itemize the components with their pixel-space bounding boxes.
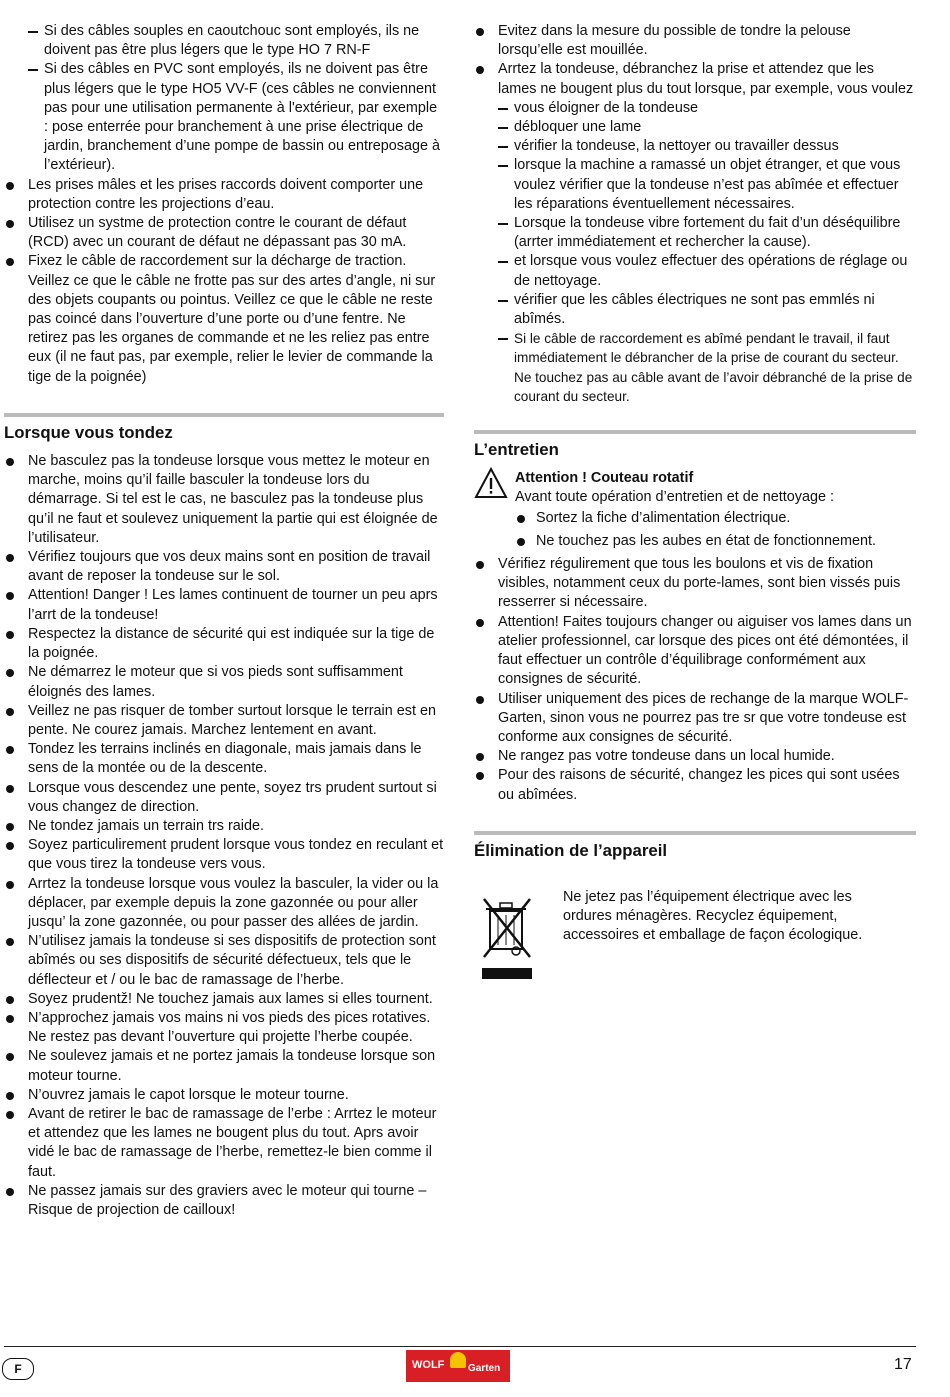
- bullet-icon: [6, 182, 14, 190]
- bullet-icon: [6, 746, 14, 754]
- brand-logo: [406, 1350, 510, 1382]
- bullet-icon: [6, 220, 14, 228]
- bullet-icon: [6, 669, 14, 677]
- list-item: Soyez particulirement prudent lorsque vous tondez en reculant et que vous tirez la tondeuse vers vous.: [4, 836, 444, 874]
- list-item: Si le câble de raccordement es abîmé pendant le travail, il faut immédiatement le débrancher de la prise de courant du secteur. Ne touchez pas au câble avant de l’avoir débranché de la prise de courant du secteur.: [474, 329, 916, 406]
- section-divider: [474, 430, 916, 434]
- list-item: Ne rangez pas votre tondeuse dans un local humide.: [474, 747, 916, 766]
- bullet-icon: [476, 619, 484, 627]
- crossed-bin-icon: [480, 895, 534, 981]
- bullet-icon: [6, 1092, 14, 1100]
- list-item: vous éloigner de la tondeuse: [474, 99, 916, 118]
- bullet-icon: [476, 28, 484, 36]
- list-item: Les prises mâles et les prises raccords doivent comporter une protection contre les projections d’eau.: [4, 176, 444, 214]
- section-title-maintenance: L’entretien: [474, 440, 559, 460]
- bullet-icon: [6, 938, 14, 946]
- bullet-icon: [6, 554, 14, 562]
- bullet-icon: [6, 631, 14, 639]
- warning-block: [474, 469, 916, 551]
- list-item: Utilisez un systme de protection contre le courant de défaut (RCD) avec un courant de défaut ne dépassant pas 30 mA.: [4, 214, 444, 252]
- list-item: Vérifiez régulirement que tous les boulons et vis de fixation visibles, notamment ceux du porte-lames, sont bien vissés puis resserrer si nécessaire.: [474, 555, 916, 613]
- list-item: Ne démarrez le moteur que si vos pieds sont suffisamment éloignés des lames.: [4, 663, 444, 701]
- warning-triangle-icon: [474, 467, 508, 499]
- list-item: Utiliser uniquement des pices de rechange de la marque WOLF-Garten, sinon vous ne pourrez pas tre sr que votre tondeuse est conforme aux consignes de sécurité.: [474, 690, 916, 748]
- list-item: Ne touchez pas les aubes en état de fonctionnement.: [515, 532, 916, 551]
- list-item: Attention! Faites toujours changer ou aiguiser vos lames dans un atelier professionnel, car lorsque des pices ont été démontées, il faut effectuer un contrôle d’équilibrage conformément aux consignes de sécurité.: [474, 613, 916, 690]
- list-item: Respectez la distance de sécurité qui est indiquée sur la tige de la poignée.: [4, 625, 444, 663]
- list-item: Sortez la fiche d’alimentation électrique.: [515, 509, 916, 528]
- bullet-icon: [6, 592, 14, 600]
- bullet-icon: [6, 458, 14, 466]
- section-divider: [4, 413, 444, 417]
- bullet-icon: [476, 561, 484, 569]
- bullet-icon: [6, 881, 14, 889]
- bullet-icon: [476, 753, 484, 761]
- list-item: Ne passez jamais sur des graviers avec le moteur qui tourne – Risque de projection de cailloux!: [4, 1182, 444, 1220]
- list-item: Pour des raisons de sécurité, changez les pices qui sont usées ou abîmées.: [474, 766, 916, 804]
- logo-wolf-text: WOLF: [412, 1359, 445, 1371]
- bullet-icon: [6, 996, 14, 1004]
- list-item: N’approchez jamais vos mains ni vos pieds des pices rotatives. Ne restez pas devant l’ouverture qui projette l’herbe coupée.: [4, 1009, 444, 1047]
- list-item: Fixez le câble de raccordement sur la décharge de traction. Veillez ce que le câble ne frotte pas sur des artes d’angle, ni sur des objets coupants ou pointus. Veillez ce que le câble ne reste pas coincé dans l’ouverture d’une porte ou d’une fentre. Ne retirez pas les organes de commande et ne les reliez pas entre eux (il ne faut pas, par exemple, relier le levier de commande la tige de la poignée): [4, 252, 444, 386]
- list-item: Arrtez la tondeuse, débranchez la prise et attendez que les lames ne bougent plus du tout lorsque, par exemple, vous voulez: [474, 60, 916, 98]
- bullet-icon: [6, 258, 14, 266]
- list-item: vérifier la tondeuse, la nettoyer ou travailler dessus: [474, 137, 916, 156]
- bullet-icon: [6, 823, 14, 831]
- list-item: et lorsque vous voulez effectuer des opérations de réglage ou de nettoyage.: [474, 252, 916, 290]
- fox-icon: [450, 1352, 466, 1368]
- footer-divider: [4, 1346, 916, 1347]
- list-item: Avant de retirer le bac de ramassage de l’erbe : Arrtez le moteur et attendez que les lames ne bougent plus du tout. Aprs avoir vidé le bac de ramassage de l’herbe, remettez-le bien comme il faut.: [4, 1105, 444, 1182]
- bullet-icon: [476, 696, 484, 704]
- list-item: Ne basculez pas la tondeuse lorsque vous mettez le moteur en marche, moins qu’il faille basculer la tondeuse lors du démarrage. Si tel est le cas, ne basculez pas la tondeuse plus qu’il ne faut et soulevez uniquement la partie qui est éloignée de l’utilisateur.: [4, 452, 444, 548]
- list-item: Vérifiez toujours que vos deux mains sont en position de travail avant de reposer la tondeuse sur le sol.: [4, 548, 444, 586]
- list-item: Ne soulevez jamais et ne portez jamais la tondeuse lorsque son moteur tourne.: [4, 1047, 444, 1085]
- bullet-icon: [6, 708, 14, 716]
- language-badge: F: [2, 1358, 34, 1380]
- left-column: [4, 22, 444, 1220]
- bullet-icon: [517, 538, 525, 546]
- list-item: Si des câbles en PVC sont employés, ils ne doivent pas être plus légers que le type HO5 VV-F (ces câbles ne conviennent pas pour une utilisation permanente à l'extérieur, par exemple : pose enterrée pour branchement à une prise électrique de jardin, branchement d’une pompe de bassin ou entreposage à l’extérieur).: [4, 60, 444, 175]
- bullet-icon: [6, 1188, 14, 1196]
- list-item: Ne tondez jamais un terrain trs raide.: [4, 817, 444, 836]
- section-divider: [474, 831, 916, 835]
- bullet-icon: [476, 772, 484, 780]
- list-item: lorsque la machine a ramassé un objet étranger, et que vous voulez vérifier que la tondeuse n’est pas abîmée et effectuer les réparations éventuellement nécessaires.: [474, 156, 916, 214]
- logo-garten-text: Garten: [468, 1363, 501, 1374]
- bullet-icon: [6, 1015, 14, 1023]
- page-number: 17: [894, 1356, 912, 1373]
- list-item: Attention! Danger ! Les lames continuent de tourner un peu aprs l’arrt de la tondeuse!: [4, 586, 444, 624]
- section-title-mowing: Lorsque vous tondez: [4, 422, 173, 442]
- bullet-icon: [6, 1111, 14, 1119]
- list-item: Si des câbles souples en caoutchouc sont employés, ils ne doivent pas être plus légers que le type HO 7 RN-F: [4, 22, 444, 60]
- bullet-icon: [6, 842, 14, 850]
- disposal-text: Ne jetez pas l’équipement électrique avec les ordures ménagères. Recyclez équipement, accessoires et emballage de façon écologique.: [563, 889, 863, 944]
- warning-text: Avant toute opération d’entretien et de nettoyage :: [515, 489, 834, 506]
- list-item: N’ouvrez jamais le capot lorsque le moteur tourne.: [4, 1086, 444, 1105]
- list-item: débloquer une lame: [474, 118, 916, 137]
- list-item: Soyez prudentž! Ne touchez jamais aux lames si elles tournent.: [4, 990, 444, 1009]
- list-item: Arrtez la tondeuse lorsque vous voulez la basculer, la vider ou la déplacer, par exemple depuis la zone gazonnée ou pour aller jusqu’ la zone gazonnée, ou pour passer des allées de jardin.: [4, 875, 444, 933]
- bullet-icon: [476, 66, 484, 74]
- bullet-icon: [517, 515, 525, 523]
- section-title-disposal: Élimination de l’appareil: [474, 840, 668, 860]
- warning-title: Attention ! Couteau rotatif: [515, 470, 694, 487]
- list-item: Veillez ne pas risquer de tomber surtout lorsque le terrain est en pente. Ne courez jamais. Marchez lentement en avant.: [4, 702, 444, 740]
- list-item: Lorsque la tondeuse vibre fortement du fait d’un déséquilibre (arrter immédiatement et rechercher la cause).: [474, 214, 916, 252]
- right-column: [474, 22, 916, 870]
- list-item: Evitez dans la mesure du possible de tondre la pelouse lorsqu’elle est mouillée.: [474, 22, 916, 60]
- bullet-icon: [6, 1053, 14, 1061]
- list-item: N’utilisez jamais la tondeuse si ses dispositifs de protection sont abîmés ou ses dispositifs de sécurité défectueux, tels que le déflecteur et / ou le bac de ramassage de l’herbe.: [4, 932, 444, 990]
- bullet-icon: [6, 785, 14, 793]
- list-item: Lorsque vous descendez une pente, soyez trs prudent surtout si vous changez de direction.: [4, 779, 444, 817]
- list-item: Tondez les terrains inclinés en diagonale, mais jamais dans le sens de la montée ou de la descente.: [4, 740, 444, 778]
- list-item: vérifier que les câbles électriques ne sont pas emmlés ni abîmés.: [474, 291, 916, 329]
